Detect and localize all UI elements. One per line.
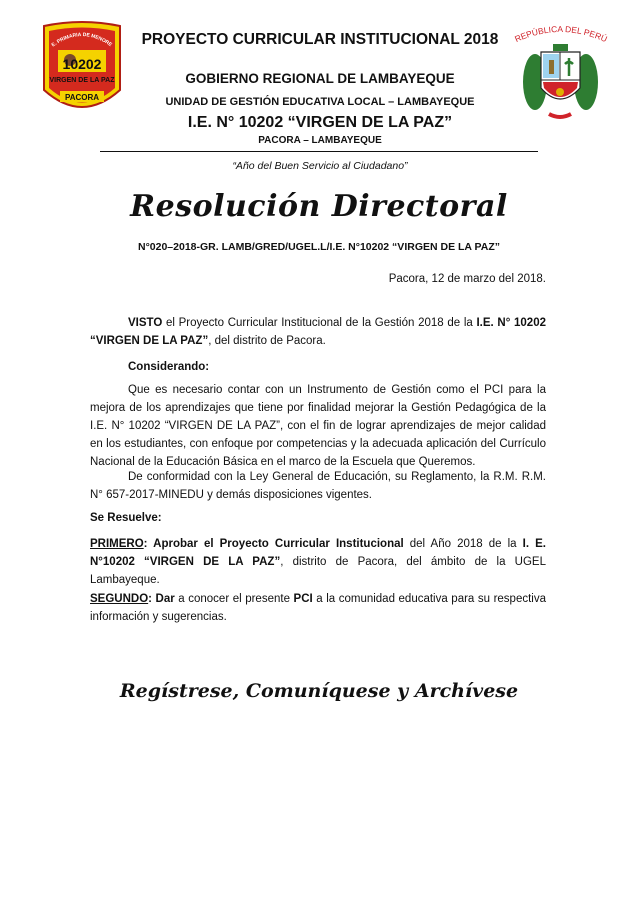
header-location: PACORA – LAMBAYEQUE <box>258 135 382 146</box>
visto-school: I.E. N° 10202 “VIRGEN DE LA PAZ” <box>90 317 546 347</box>
header-ugel: UNIDAD DE GESTIÓN EDUCATIVA LOCAL – LAMBAYEQUE <box>165 96 475 108</box>
school-logo-number: 10202 <box>62 56 102 72</box>
primero-text-e: , distrito de Pacora, del ámbito de la UGEL Lambayeque. <box>90 556 546 586</box>
visto-label: VISTO <box>128 317 163 329</box>
school-logo-name: VIRGEN DE LA PAZ <box>49 77 115 84</box>
primero-text-a: : Aprobar el <box>143 538 220 550</box>
header-school: I.E. N° 10202 “VIRGEN DE LA PAZ” <box>187 114 453 131</box>
resolution-number: N°020–2018-GR. LAMB/GRED/UGEL.L/I.E. N°10202 “VIRGEN DE LA PAZ” <box>138 241 500 253</box>
school-logo-town: PACORA <box>64 93 100 102</box>
resolution-title: Resolución Directoral <box>130 189 508 224</box>
considerando-paragraph: Que es necesario contar con un Instrumento de Gestión como el PCI para la mejora de los aprendizajes que tiene por finalidad mejorar la Gestión Pedagógica de la I.E. N° 10202 “VIRGEN DE LA PAZ”, con el fin de lograr aprendizajes de mejor calidad en los estudiantes, con enfoque por competencias y la adecuada aplicación del Currículo Nacional de la Educación Básica en el marco de la Escuela que Queremos. <box>90 384 546 468</box>
primero-text-b: Proyecto Curricular Institucional <box>219 538 404 550</box>
header-region: GOBIERNO REGIONAL DE LAMBAYEQUE <box>185 71 455 86</box>
peru-coat-of-arms <box>513 22 608 124</box>
school-logo <box>40 20 124 120</box>
primero-label: PRIMERO <box>90 538 144 550</box>
segundo-text-c: a conocer el presente <box>174 593 294 605</box>
header-divider <box>100 151 538 152</box>
segundo-paragraph <box>90 590 546 626</box>
visto-text: el Proyecto Curricular Institucional de la Gestión 2018 de la <box>162 317 477 329</box>
school-arc-text: E. PRIMARIA DE MENORE <box>50 31 113 49</box>
segundo-text-b: Dar <box>155 593 175 605</box>
segundo-text-a: : <box>148 593 156 605</box>
visto-paragraph <box>90 314 546 350</box>
segundo-text-d: PCI <box>293 593 313 605</box>
considerando-heading: Considerando: <box>128 361 210 373</box>
document-header-title: PROYECTO CURRICULAR INSTITUCIONAL 2018 <box>141 31 499 48</box>
primero-text-d: I. E. N°10202 “VIRGEN DE LA PAZ” <box>90 538 546 568</box>
primero-text-c: del Año 2018 de la <box>403 538 523 550</box>
segundo-text-e: a la comunidad educativa para su respectiva información y sugerencias. <box>90 593 546 623</box>
primero-paragraph <box>90 535 546 589</box>
closing-formula: Regístrese, Comuníquese y Archívese <box>119 680 519 702</box>
year-motto: “Año del Buen Servicio al Ciudadano” <box>232 160 408 172</box>
visto-end: , del distrito de Pacora. <box>208 335 326 347</box>
resolution-date: Pacora, 12 de marzo del 2018. <box>388 273 546 285</box>
se-resuelve-heading: Se Resuelve: <box>90 512 162 524</box>
conformidad-paragraph: De conformidad con la Ley General de Educación, su Reglamento, la R.M. R.M. N° 657-2017-MINEDU y demás disposiciones vigentes. <box>90 471 546 501</box>
svg-text:REPÚBLICA DEL PERÚ <box>513 24 608 44</box>
peru-arc-text: REPÚBLICA DEL PERÚ <box>513 23 608 45</box>
segundo-label: SEGUNDO <box>90 593 149 605</box>
